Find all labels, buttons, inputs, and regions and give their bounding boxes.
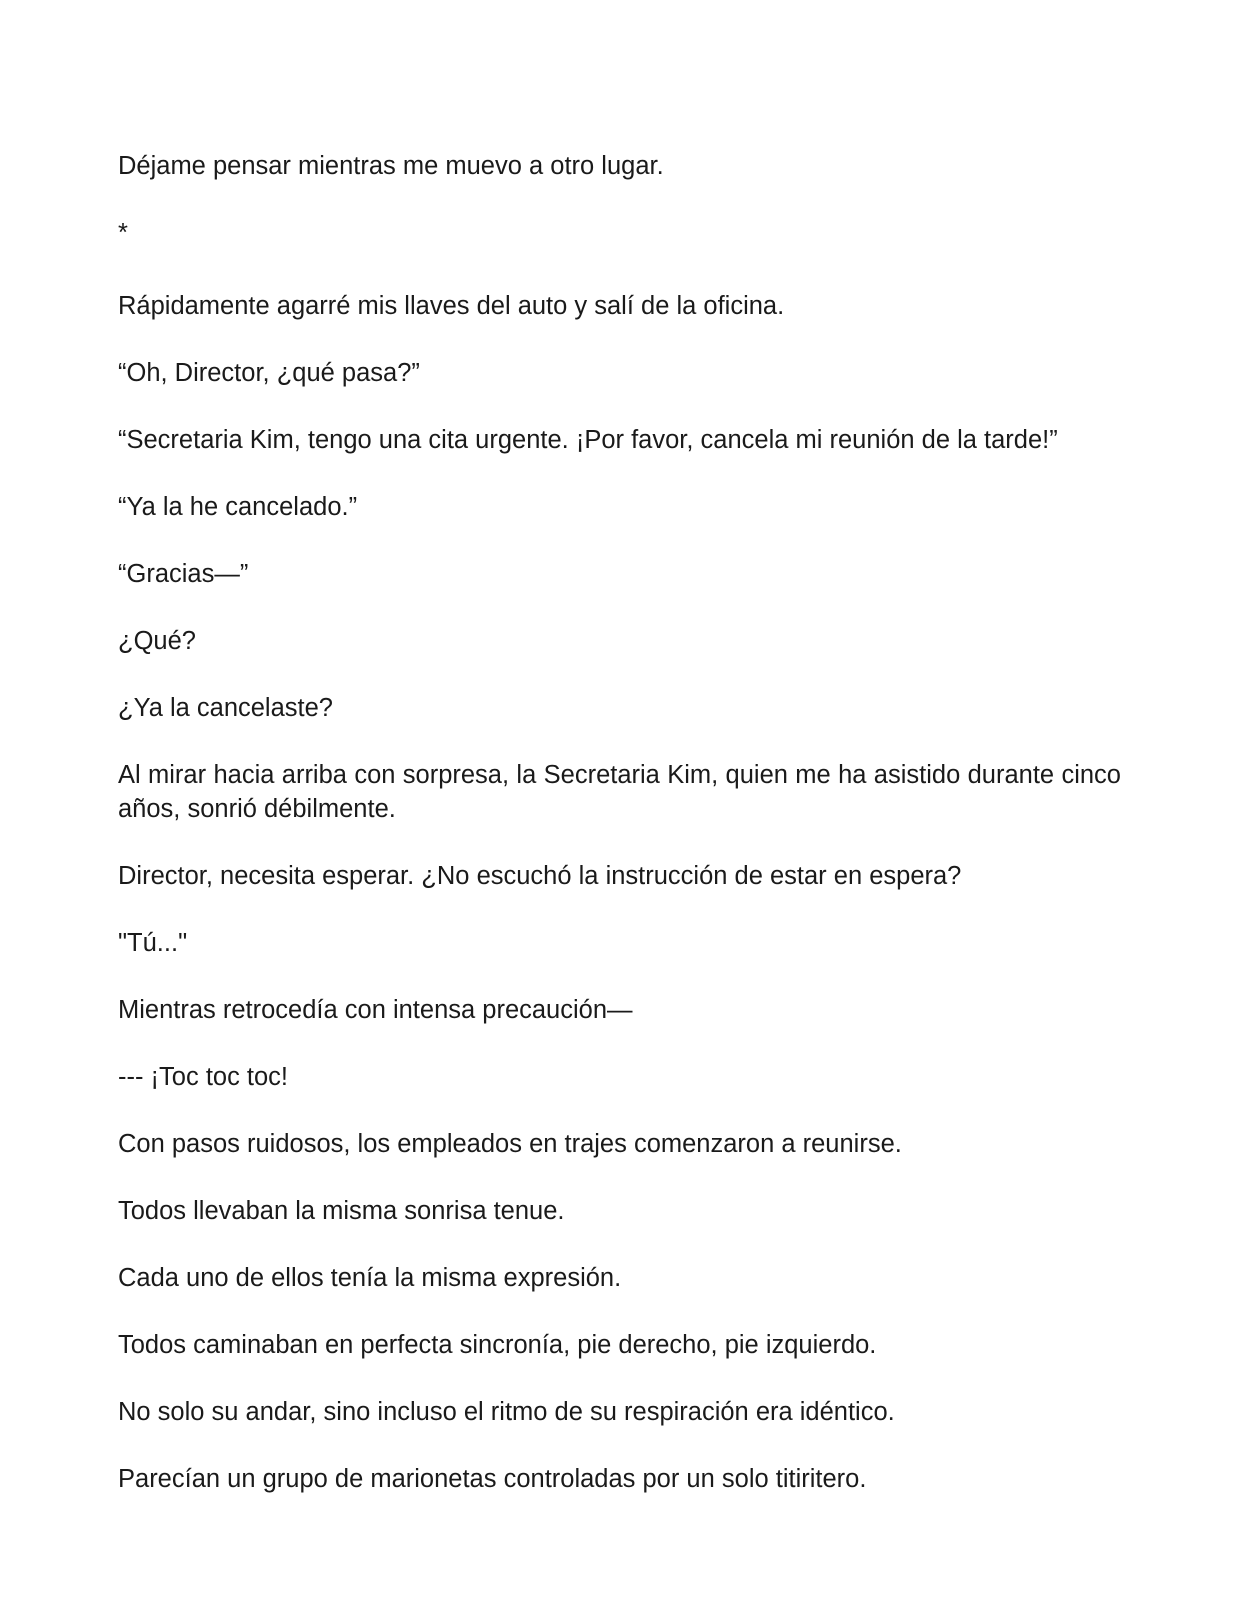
paragraph: No solo su andar, sino incluso el ritmo de su respiración era idéntico. bbox=[118, 1398, 895, 1426]
paragraph: Todos caminaban en perfecta sincronía, pie derecho, pie izquierdo. bbox=[118, 1331, 877, 1359]
paragraph: Parecían un grupo de marionetas controladas por un solo titiritero. bbox=[118, 1465, 867, 1493]
paragraph: “Ya la he cancelado.” bbox=[118, 493, 358, 521]
paragraph: “Gracias—” bbox=[118, 560, 249, 588]
paragraph: Cada uno de ellos tenía la misma expresión. bbox=[118, 1264, 622, 1292]
paragraph: Al mirar hacia arriba con sorpresa, la Secretaria Kim, quien me ha asistido durante cinco años, sonrió débilmente. bbox=[118, 761, 1121, 823]
paragraph: Director, necesita esperar. ¿No escuchó la instrucción de estar en espera? bbox=[118, 862, 962, 890]
paragraph: Con pasos ruidosos, los empleados en trajes comenzaron a reunirse. bbox=[118, 1130, 902, 1158]
paragraph: Mientras retrocedía con intensa precaución— bbox=[118, 996, 633, 1024]
paragraph: Todos llevaban la misma sonrisa tenue. bbox=[118, 1197, 565, 1225]
paragraph: Déjame pensar mientras me muevo a otro lugar. bbox=[118, 152, 664, 180]
paragraph: "Tú..." bbox=[118, 929, 188, 957]
paragraph: ¿Ya la cancelaste? bbox=[118, 694, 333, 722]
paragraph: “Oh, Director, ¿qué pasa?” bbox=[118, 359, 420, 387]
paragraph: --- ¡Toc toc toc! bbox=[118, 1063, 289, 1091]
paragraph: ¿Qué? bbox=[118, 627, 196, 655]
document-body bbox=[118, 149, 1121, 1529]
paragraph: “Secretaria Kim, tengo una cita urgente. ¡Por favor, cancela mi reunión de la tarde!” bbox=[118, 426, 1058, 454]
paragraph: Rápidamente agarré mis llaves del auto y salí de la oficina. bbox=[118, 292, 785, 320]
scene-break: * bbox=[118, 219, 128, 247]
